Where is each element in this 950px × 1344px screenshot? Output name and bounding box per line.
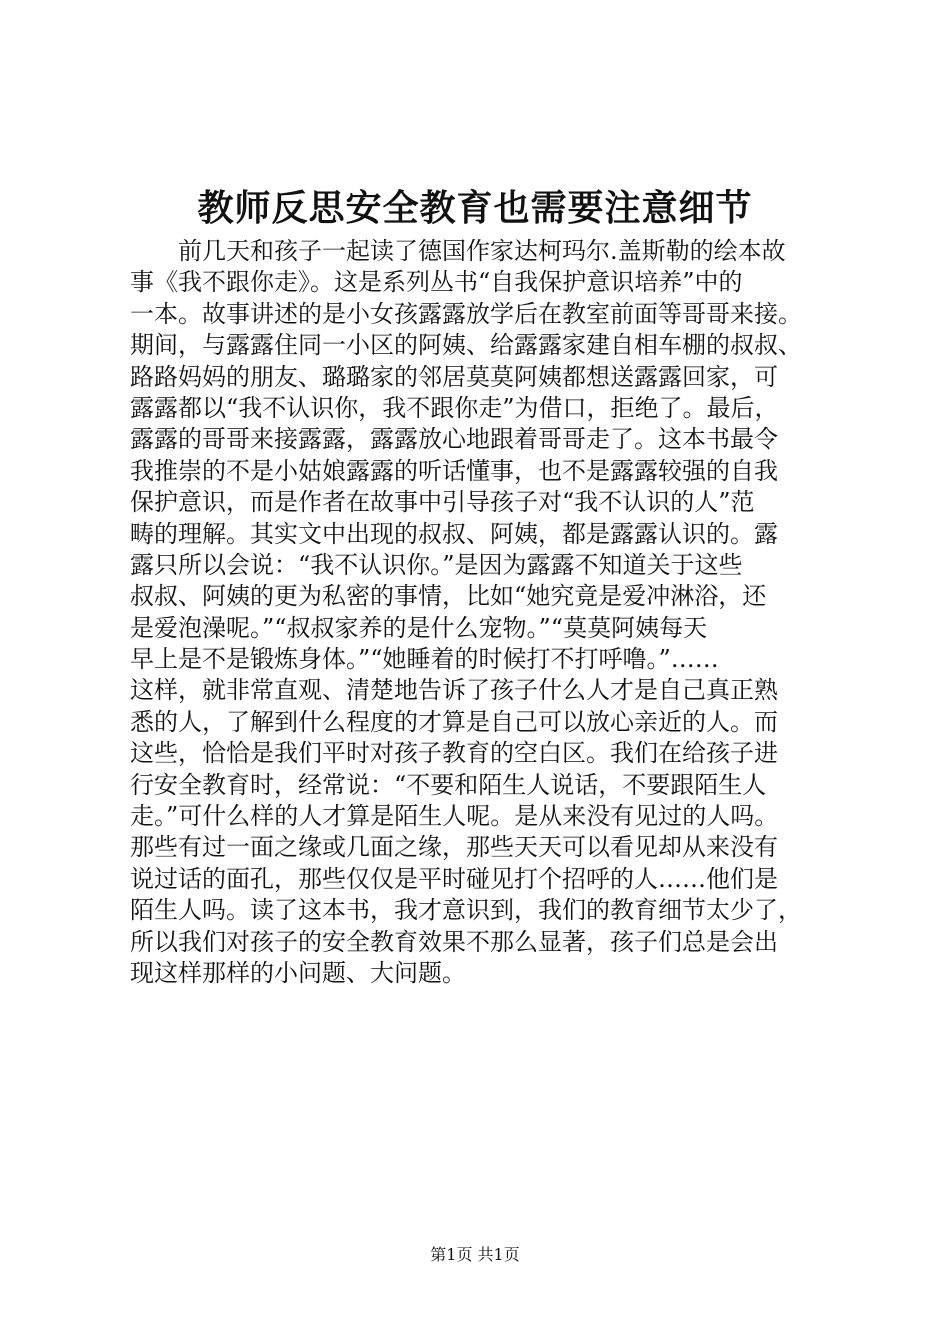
page-title: 教师反思安全教育也需要注意细节 (197, 187, 753, 229)
paragraph-line: 保护意识，而是作者在故事中引导孩子对“我不认识的人”范 (130, 488, 755, 517)
paragraph-line: 前几天和孩子一起读了德国作家达柯玛尔.盖斯勒的绘本故 (178, 237, 786, 265)
paragraph-line: 陌生人吗。读了这本书，我才意识到，我们的教育细节太少了， (130, 896, 802, 925)
paragraph-line: 行安全教育时，经常说：“不要和陌生人说话，不要跟陌生人 (130, 770, 767, 799)
paragraph-line: 一本。故事讲述的是小女孩露露放学后在教室前面等哥哥来接。 (130, 299, 802, 328)
paragraph-line: 说过话的面孔，那些仅仅是平时碰见打个招呼的人……他们是 (130, 864, 778, 893)
paragraph-line: 露只所以会说：“我不认识你。”是因为露露不知道关于这些 (130, 550, 743, 579)
paragraph-line: 悉的人，了解到什么程度的才算是自己可以放心亲近的人。而 (130, 707, 778, 736)
paragraph-line: 这些，恰恰是我们平时对孩子教育的空白区。我们在给孩子进 (130, 739, 778, 768)
paragraph-line: 那些有过一面之缘或几面之缘，那些天天可以看见却从来没有 (130, 833, 778, 862)
paragraph-line: 这样，就非常直观、清楚地告诉了孩子什么人才是自己真正熟 (130, 676, 778, 705)
paragraph-line: 早上是不是锻炼身体。”“她睡着的时候打不打呼噜。”…… (130, 645, 719, 674)
paragraph-line: 叔叔、阿姨的更为私密的事情，比如“她究竟是爱冲淋浴，还 (130, 582, 767, 611)
paragraph-line: 露露都以“我不认识你，我不跟你走”为借口，拒绝了。最后， (130, 393, 779, 422)
paragraph-line: 事《我不跟你走》。这是系列丛书“自我保护意识培养”中的 (130, 268, 743, 297)
paragraph-line: 现这样那样的小问题、大问题。 (130, 958, 466, 987)
paragraph-line: 我推崇的不是小姑娘露露的听话懂事，也不是露露较强的自我 (130, 456, 778, 485)
page-footer: 第1页 共1页 (430, 1245, 520, 1264)
paragraph-line: 所以我们对孩子的安全教育效果不那么显著，孩子们总是会出 (130, 927, 778, 956)
paragraph-line: 走。”可什么样的人才算是陌生人呢。是从来没有见过的人吗。 (130, 802, 779, 831)
paragraph-line: 是爱泡澡呢。”“叔叔家养的是什么宠物。”“莫莫阿姨每天 (130, 613, 708, 642)
paragraph-line: 路路妈妈的朋友、璐璐家的邻居莫莫阿姨都想送露露回家，可 (130, 362, 778, 391)
paragraph-line: 期间，与露露住同一小区的阿姨、给露露家建自相车棚的叔叔、 (130, 331, 802, 360)
paragraph-line: 露露的哥哥来接露露，露露放心地跟着哥哥走了。这本书最令 (130, 425, 778, 454)
body-paragraph (130, 236, 850, 989)
paragraph-line: 畴的理解。其实文中出现的叔叔、阿姨，都是露露认识的。露 (130, 519, 778, 548)
